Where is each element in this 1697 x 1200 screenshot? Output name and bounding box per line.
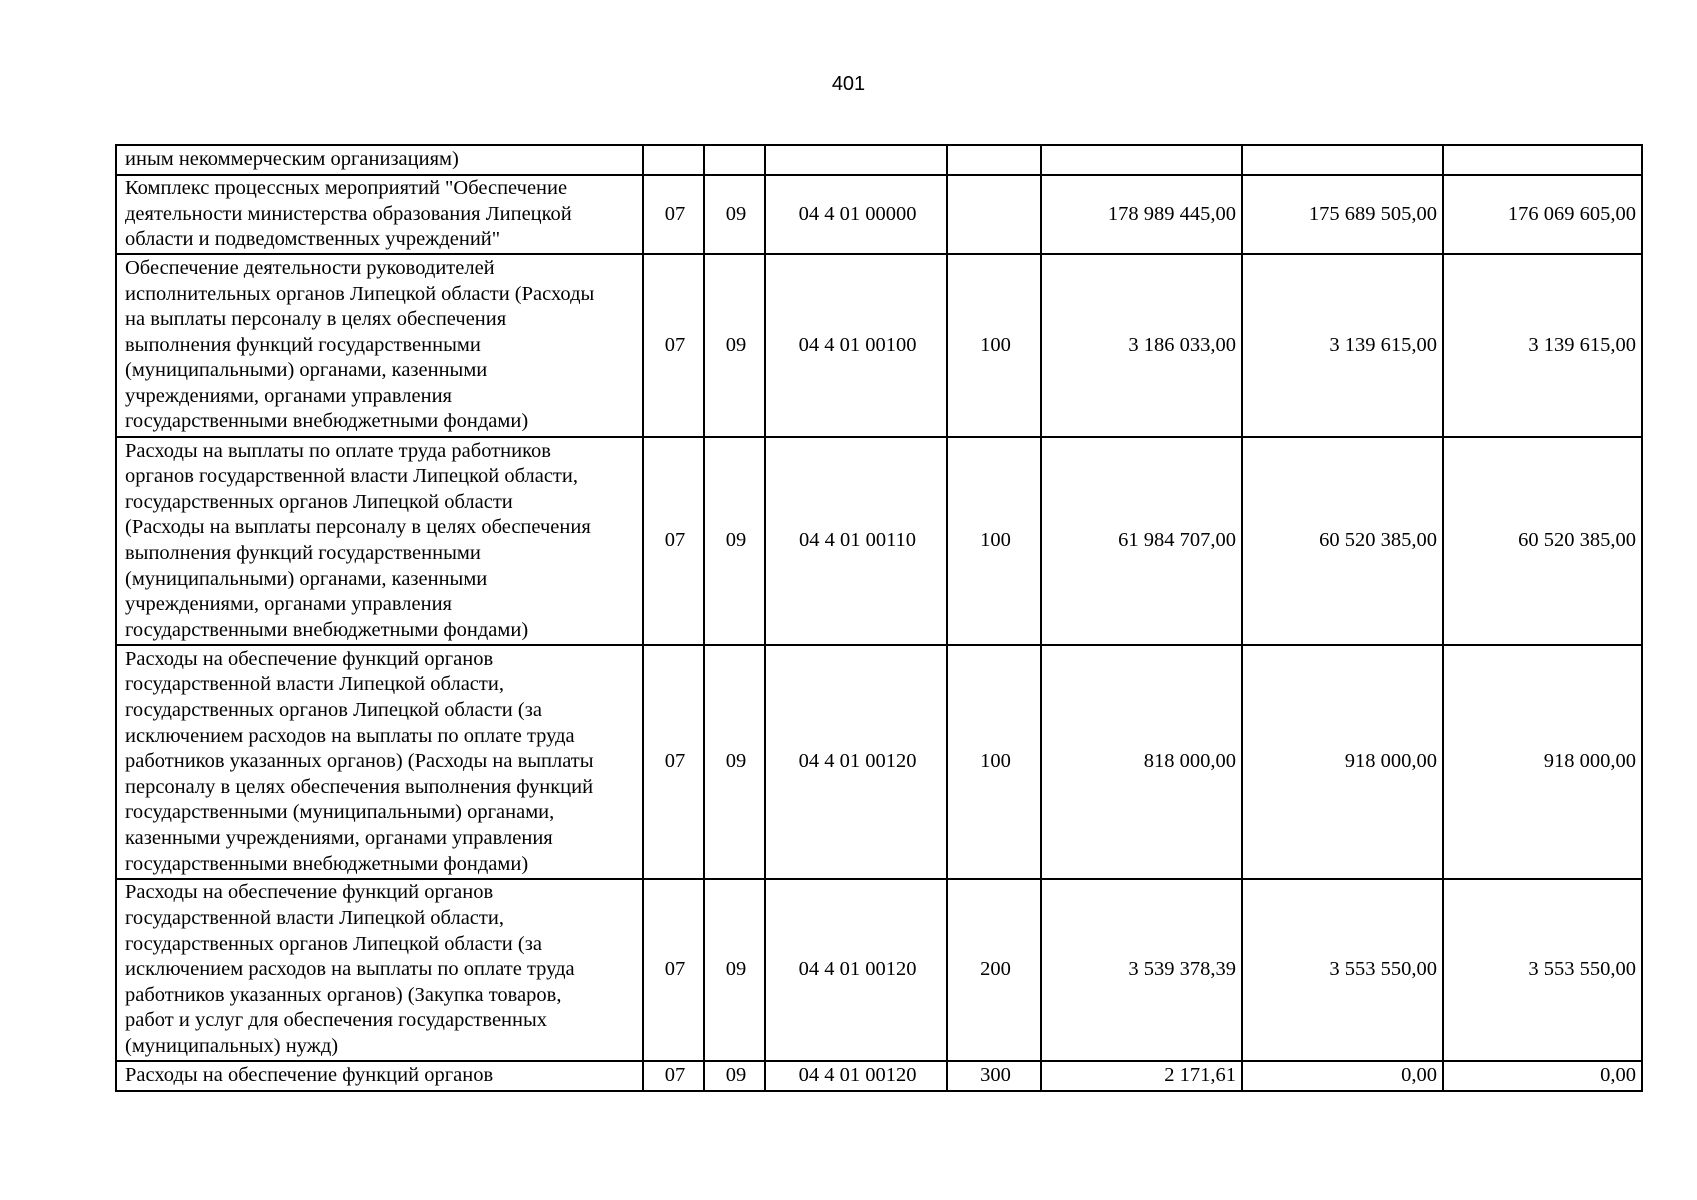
table-row — [116, 254, 1642, 437]
amount-year1-cell: 178 989 445,00 — [1041, 175, 1242, 254]
expense-name-cell — [116, 645, 643, 879]
expense-name-cell — [116, 175, 643, 254]
amount-year2-cell: 3 553 550,00 — [1242, 879, 1443, 1061]
expense-name-line: исключением расходов на выплаты по оплате труда — [125, 958, 575, 981]
expense-name-line: работ и услуг для обеспечения государственных — [125, 1009, 548, 1032]
expense-name-line: выполнения функций государственными — [125, 542, 481, 564]
expense-name-cell — [116, 145, 643, 175]
expense-name-line: персоналу в целях обеспечения выполнения функций — [125, 775, 594, 798]
expense-name-line: государственной власти Липецкой области, — [125, 673, 504, 696]
amount-year3-cell: 0,00 — [1443, 1061, 1642, 1091]
expense-name-line: исключением расходов на выплаты по оплате труда — [125, 724, 575, 747]
podrazdel-cell: 09 — [704, 1061, 765, 1091]
expense-name-line: на выплаты персоналу в целях обеспечения — [125, 308, 507, 331]
razdel-cell: 07 — [643, 645, 704, 879]
amount-year3-cell: 60 520 385,00 — [1443, 437, 1642, 645]
amount-year2-cell — [1242, 145, 1443, 175]
amount-year1-cell: 61 984 707,00 — [1041, 437, 1242, 645]
amount-year3-cell: 3 139 615,00 — [1443, 254, 1642, 437]
expense-name-line: работников указанных органов) (Закупка товаров, — [125, 983, 562, 1006]
expense-name-line: выполнения функций государственными — [125, 333, 481, 356]
expense-name-line: деятельности министерства образования Липецкой — [125, 202, 572, 225]
podrazdel-cell: 09 — [704, 645, 765, 879]
target-article-cell: 04 4 01 00120 — [765, 645, 947, 879]
page-number: 401 — [831, 73, 866, 95]
razdel-cell: 07 — [643, 1061, 704, 1091]
amount-year2-cell: 60 520 385,00 — [1242, 437, 1443, 645]
expense-name-line: исполнительных органов Липецкой области (Расходы — [125, 282, 595, 305]
table-row — [116, 1061, 1642, 1091]
expense-name-line: (муниципальных) нужд) — [125, 1034, 339, 1057]
table-row — [116, 879, 1642, 1061]
table-row — [116, 437, 1642, 645]
expense-name-line: казенными учреждениями, органами управления — [125, 826, 553, 849]
amount-year2-cell: 175 689 505,00 — [1242, 175, 1443, 254]
amount-year3-cell — [1443, 145, 1642, 175]
razdel-cell: 07 — [643, 879, 704, 1061]
expense-name-line: государственной власти Липецкой области, — [125, 907, 504, 930]
target-article-cell: 04 4 01 00120 — [765, 1061, 947, 1091]
expense-name-line: Расходы на обеспечение функций органов — [125, 1064, 494, 1087]
expense-name-line: государственными внебюджетными фондами) — [125, 852, 529, 875]
expense-type-cell: 100 — [947, 254, 1041, 437]
expense-name-cell — [116, 1061, 643, 1091]
target-article-cell: 04 4 01 00110 — [765, 437, 947, 645]
expense-name-line: государственными (муниципальными) органами, — [125, 801, 555, 824]
expense-name-line: учреждениями, органами управления — [125, 384, 452, 407]
amount-year2-cell: 3 139 615,00 — [1242, 254, 1443, 437]
expense-name-line: государственными внебюджетными фондами) — [125, 410, 529, 433]
amount-year2-cell: 0,00 — [1242, 1061, 1443, 1091]
expense-name-line: Обеспечение деятельности руководителей — [125, 256, 495, 279]
expense-name-cell — [116, 437, 643, 645]
expense-name-line: государственных органов Липецкой области (за — [125, 932, 542, 955]
expense-name-line: (муниципальными) органами, казенными — [125, 567, 488, 590]
razdel-cell: 07 — [643, 254, 704, 437]
expense-name-line: области и подведомственных учреждений" — [125, 228, 501, 251]
expense-name-cell — [116, 879, 643, 1061]
expense-name-line: Расходы на обеспечение функций органов — [125, 881, 494, 904]
razdel-cell: 07 — [643, 437, 704, 645]
razdel-cell: 07 — [643, 175, 704, 254]
expense-name-line: иным некоммерческим организациям) — [125, 148, 459, 171]
amount-year2-cell: 918 000,00 — [1242, 645, 1443, 879]
amount-year1-cell: 818 000,00 — [1041, 645, 1242, 879]
expense-type-cell — [947, 175, 1041, 254]
expense-name-line: (Расходы на выплаты персоналу в целях обеспечения — [125, 516, 591, 539]
podrazdel-cell: 09 — [704, 254, 765, 437]
expense-name-cell — [116, 254, 643, 437]
amount-year1-cell: 2 171,61 — [1041, 1061, 1242, 1091]
amount-year3-cell: 3 553 550,00 — [1443, 879, 1642, 1061]
budget-table — [115, 144, 1643, 1092]
budget-table-body — [116, 145, 1642, 1091]
razdel-cell — [643, 145, 704, 175]
expense-type-cell: 100 — [947, 645, 1041, 879]
amount-year1-cell — [1041, 145, 1242, 175]
expense-type-cell: 100 — [947, 437, 1041, 645]
amount-year3-cell: 918 000,00 — [1443, 645, 1642, 879]
expense-name-line: Расходы на обеспечение функций органов — [125, 647, 494, 670]
expense-name-line: государственных органов Липецкой области (за — [125, 699, 542, 722]
podrazdel-cell: 09 — [704, 175, 765, 254]
target-article-cell: 04 4 01 00100 — [765, 254, 947, 437]
target-article-cell — [765, 145, 947, 175]
expense-name-line: государственными внебюджетными фондами) — [125, 618, 529, 641]
expense-name-line: работников указанных органов) (Расходы на выплаты — [125, 750, 594, 773]
podrazdel-cell — [704, 145, 765, 175]
amount-year3-cell: 176 069 605,00 — [1443, 175, 1642, 254]
expense-name-line: государственных органов Липецкой области — [125, 490, 513, 513]
expense-name-line: учреждениями, органами управления — [125, 593, 452, 616]
expense-type-cell — [947, 145, 1041, 175]
table-row — [116, 645, 1642, 879]
amount-year1-cell: 3 186 033,00 — [1041, 254, 1242, 437]
amount-year1-cell: 3 539 378,39 — [1041, 879, 1242, 1061]
table-row — [116, 145, 1642, 175]
podrazdel-cell: 09 — [704, 437, 765, 645]
table-row — [116, 175, 1642, 254]
expense-name-line: Расходы на выплаты по оплате труда работников — [125, 439, 551, 462]
expense-name-line: органов государственной власти Липецкой области, — [125, 465, 578, 488]
podrazdel-cell: 09 — [704, 879, 765, 1061]
target-article-cell: 04 4 01 00000 — [765, 175, 947, 254]
expense-name-line: (муниципальными) органами, казенными — [125, 359, 488, 382]
expense-type-cell: 200 — [947, 879, 1041, 1061]
expense-name-line: Комплекс процессных мероприятий "Обеспечение — [125, 177, 568, 200]
expense-type-cell: 300 — [947, 1061, 1041, 1091]
target-article-cell: 04 4 01 00120 — [765, 879, 947, 1061]
